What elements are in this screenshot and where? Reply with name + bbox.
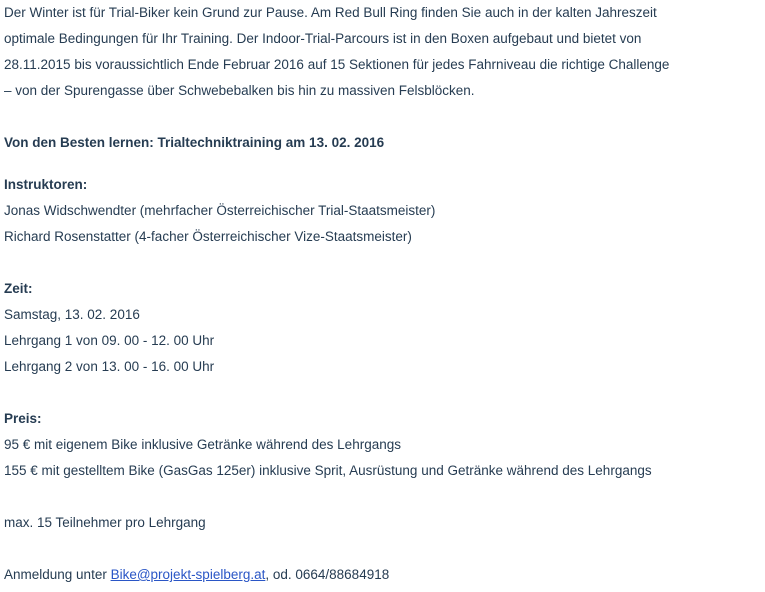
spacer [4, 156, 759, 172]
training-heading: Von den Besten lernen: Trialtechniktraining am 13. 02. 2016 [4, 135, 385, 150]
time-heading: Zeit: [4, 281, 33, 296]
spacer [4, 104, 759, 130]
spacer [4, 250, 759, 276]
price-item: 155 € mit gestelltem Bike (GasGas 125er) inklusive Sprit, Ausrüstung und Getränke während des Lehrgangs [4, 463, 652, 478]
intro-line: optimale Bedingungen für Ihr Training. Der Indoor-Trial-Parcours ist in den Boxen aufgebaut und bietet von [4, 31, 642, 46]
intro-paragraph [4, 0, 759, 104]
instructor-item: Jonas Widschwendter (mehrfacher Österreichischer Trial-Staatsmeister) [4, 203, 436, 218]
capacity-note: max. 15 Teilnehmer pro Lehrgang [4, 515, 206, 530]
article-body [4, 0, 759, 588]
spacer [4, 380, 759, 406]
registration-email-link[interactable]: Bike@projekt-spielberg.at [110, 567, 266, 582]
price-heading: Preis: [4, 411, 42, 426]
time-item: Samstag, 13. 02. 2016 [4, 307, 140, 322]
instructors-heading: Instruktoren: [4, 177, 88, 192]
intro-line: Der Winter ist für Trial-Biker kein Grund zur Pause. Am Red Bull Ring finden Sie auch in der kalten Jahreszeit [4, 5, 657, 20]
time-section [4, 276, 759, 380]
spacer [4, 484, 759, 510]
price-item: 95 € mit eigenem Bike inklusive Getränke während des Lehrgangs [4, 437, 401, 452]
time-item: Lehrgang 2 von 13. 00 - 16. 00 Uhr [4, 359, 215, 374]
spacer [4, 536, 759, 562]
instructor-item: Richard Rosenstatter (4-facher Österreichischer Vize-Staatsmeister) [4, 229, 412, 244]
registration-line [4, 562, 759, 588]
registration-suffix: , od. 0664/88684918 [265, 567, 390, 582]
price-section [4, 406, 759, 484]
time-item: Lehrgang 1 von 09. 00 - 12. 00 Uhr [4, 333, 215, 348]
intro-line: 28.11.2015 bis voraussichtlich Ende Februar 2016 auf 15 Sektionen für jedes Fahrniveau die richtige Challenge [4, 57, 670, 72]
intro-line: – von der Spurengasse über Schwebebalken bis hin zu massiven Felsblöcken. [4, 83, 475, 98]
registration-prefix: Anmeldung unter [4, 567, 111, 582]
instructors-section [4, 172, 759, 250]
